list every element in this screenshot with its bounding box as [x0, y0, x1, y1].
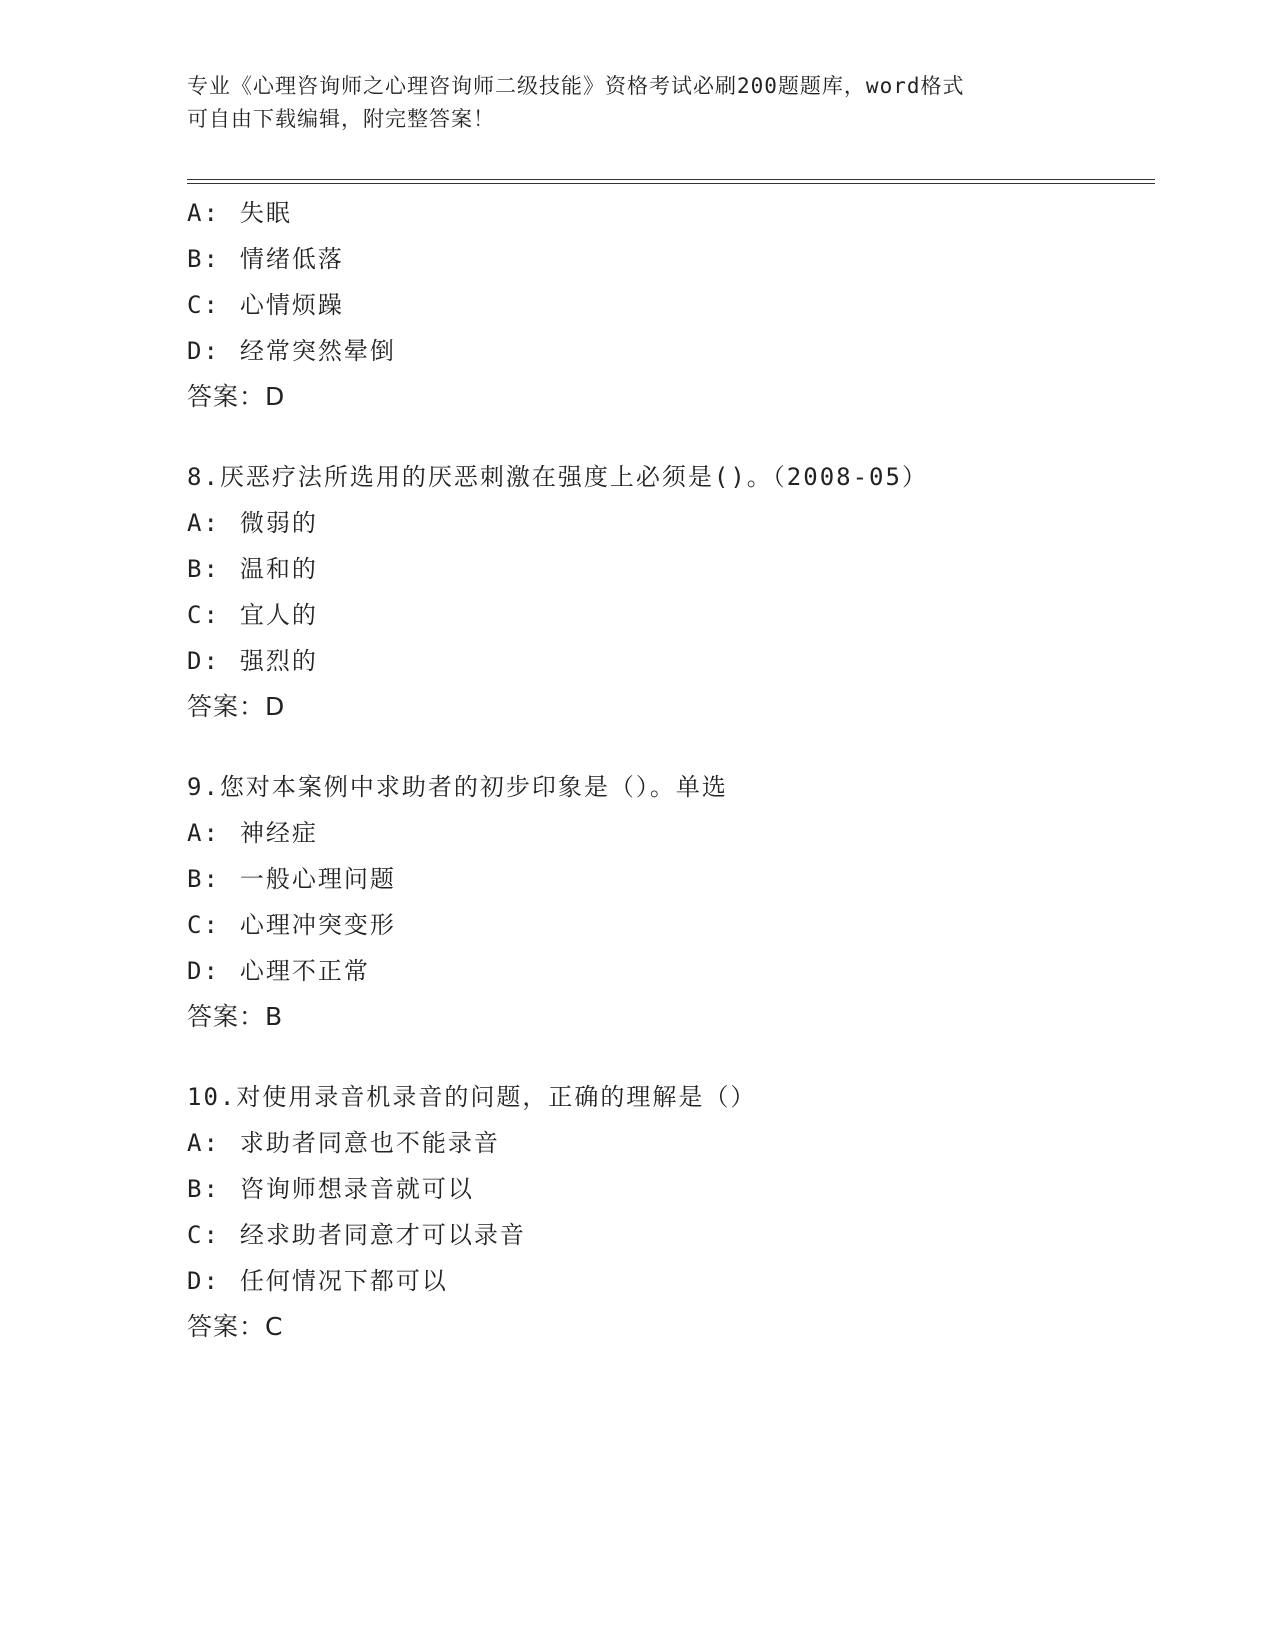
option-c: C: 宜人的 [187, 601, 318, 629]
option-a: A: 失眠 [187, 199, 292, 227]
option-a: A: 神经症 [187, 819, 318, 847]
option-b: B: 温和的 [187, 555, 318, 583]
document-header [187, 70, 1087, 136]
question-text: 8.厌恶疗法所选用的厌恶刺激在强度上必须是()。（2008-05） [187, 463, 928, 491]
header-rule-bottom [187, 183, 1155, 184]
question-block-9 [187, 764, 1155, 1040]
question-block-continued [187, 190, 1155, 420]
question-text: 9.您对本案例中求助者的初步印象是（）。单选 [187, 773, 728, 801]
option-b: B: 一般心理问题 [187, 865, 396, 893]
option-a: A: 微弱的 [187, 509, 318, 537]
option-d: D: 经常突然晕倒 [187, 337, 396, 365]
option-d: D: 任何情况下都可以 [187, 1267, 448, 1295]
option-a: A: 求助者同意也不能录音 [187, 1129, 500, 1157]
header-rule-top [187, 179, 1155, 180]
header-line-1: 专业《心理咨询师之心理咨询师二级技能》资格考试必刷200题题库，word格式 [187, 74, 965, 98]
option-c: C: 心情烦躁 [187, 291, 344, 319]
option-d: D: 强烈的 [187, 647, 318, 675]
answer-line: 答案：D [187, 692, 286, 721]
answer-line: 答案：C [187, 1312, 284, 1341]
answer-line: 答案：D [187, 382, 286, 411]
header-line-2: 可自由下载编辑，附完整答案！ [187, 107, 495, 131]
option-b: B: 情绪低落 [187, 245, 344, 273]
option-c: C: 经求助者同意才可以录音 [187, 1221, 526, 1249]
option-c: C: 心理冲突变形 [187, 911, 396, 939]
question-block-8 [187, 454, 1155, 730]
answer-line: 答案：B [187, 1002, 284, 1031]
document-body [187, 190, 1155, 1350]
question-block-10 [187, 1074, 1155, 1350]
option-d: D: 心理不正常 [187, 957, 370, 985]
option-b: B: 咨询师想录音就可以 [187, 1175, 474, 1203]
question-text: 10.对使用录音机录音的问题，正确的理解是（） [187, 1083, 757, 1111]
